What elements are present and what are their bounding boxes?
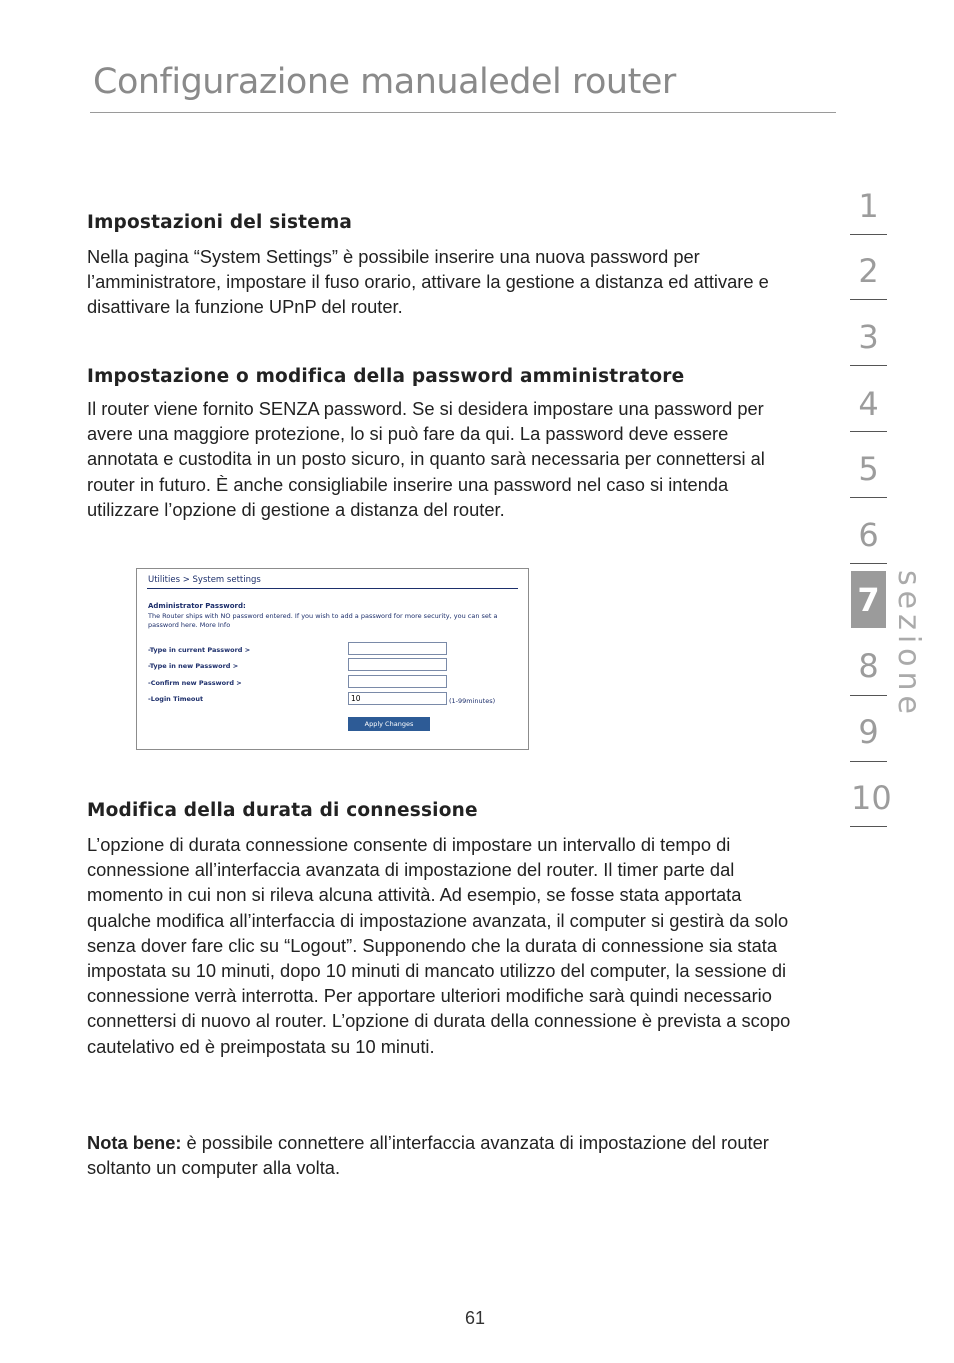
chapter-8[interactable]: 8 (858, 647, 879, 685)
section-timeout (87, 800, 799, 1059)
section-body: L’opzione di durata connessione consente di impostare un intervallo di tempo di connessione all’interfaccia avanzata di impostazione del router. Il timer parte dal momento in cui non si rileva alcuna attività. Ad esempio, se fosse stata apportata qualche modifica all’interfaccia di impostazione avanzata, il computer si gestirà da solo senza dover fare clic su “Logout”. Supponendo che la durata di connessione sia stata impostata su 10 minuti, dopo 10 minuti di mancato utilizzo del computer, la sessione di connessione verrà interrotta. Per apportare ulteriori modifiche sarà quindi necessario connettersi di nuovo al router. L’opzione di durata della connessione è prevista a scopo cautelativo ed è preimpostata su 10 minuti. (87, 834, 791, 1057)
chapter-divider (850, 299, 887, 300)
confirm-password-input (348, 675, 447, 688)
apply-changes-button: Apply Changes (348, 717, 430, 731)
login-timeout-label: -Login Timeout (148, 695, 204, 703)
section-body: Il router viene fornito SENZA password. Se si desidera impostare una password per avere una maggiore protezione, lo si può fare da qui. La password deve essere annotata e custodita in un posto sicuro, in quanto sarà necessaria per connettersi al router in futuro. È anche consigliabile inserire una password nel caso si intenda utilizzare l’opzione di gestione a distanza del router. (87, 398, 765, 520)
chapter-10[interactable]: 10 (851, 779, 892, 817)
note-text: è possibile connettere all’interfaccia avanzata di impostazione del router soltanto un computer alla volta. (87, 1132, 769, 1179)
chapter-divider (850, 761, 887, 762)
chapter-1[interactable]: 1 (858, 187, 879, 225)
login-timeout-hint: (1-99minutes) (449, 697, 496, 705)
chapter-divider (850, 695, 887, 696)
chapter-divider (850, 365, 887, 366)
section-heading: Impostazione o modifica della password amministratore (87, 366, 685, 387)
admin-password-label: Administrator Password: (148, 602, 246, 610)
confirm-password-label: -Confirm new Password > (148, 679, 242, 687)
chapter-4[interactable]: 4 (858, 385, 879, 423)
current-password-label: -Type in current Password > (148, 646, 251, 654)
screenshot-divider (147, 588, 518, 589)
login-timeout-input: 10 (348, 692, 447, 705)
sezione-label: sezione (891, 570, 926, 719)
current-password-input (348, 642, 447, 655)
new-password-label: -Type in new Password > (148, 662, 239, 670)
chapter-7[interactable]: 7 (857, 581, 880, 619)
section-heading: Impostazioni del sistema (87, 212, 353, 233)
chapter-6[interactable]: 6 (858, 516, 879, 554)
chapter-3[interactable]: 3 (858, 318, 879, 356)
new-password-input (348, 658, 447, 671)
section-system (87, 212, 799, 320)
page-title: Configurazione manualedel router (93, 62, 676, 102)
section-heading: Modifica della durata di connessione (87, 800, 478, 821)
chapter-divider (850, 563, 887, 564)
chapter-2[interactable]: 2 (858, 252, 879, 290)
chapter-divider (850, 234, 887, 235)
chapter-divider (850, 826, 887, 827)
system-settings-screenshot (136, 568, 529, 750)
admin-password-note: The Router ships with NO password entered. If you wish to add a password for more security, you can set a password here. More Info (148, 612, 498, 629)
page-number: 61 (464, 1308, 486, 1328)
section-password (87, 366, 799, 522)
section-body: Nella pagina “System Settings” è possibile inserire una nuova password per l’amministratore, impostare il fuso orario, attivare la gestione a distanza ed attivare e disattivare la funzione UPnP del router. (87, 246, 769, 318)
note-block (87, 1130, 799, 1180)
chapter-5[interactable]: 5 (858, 450, 879, 488)
chapter-divider (850, 431, 887, 432)
note-label: Nota bene: (87, 1132, 182, 1153)
header-divider (90, 112, 836, 113)
chapter-divider (850, 497, 887, 498)
chapter-9[interactable]: 9 (858, 713, 879, 751)
screenshot-breadcrumb: Utilities > System settings (148, 575, 261, 585)
